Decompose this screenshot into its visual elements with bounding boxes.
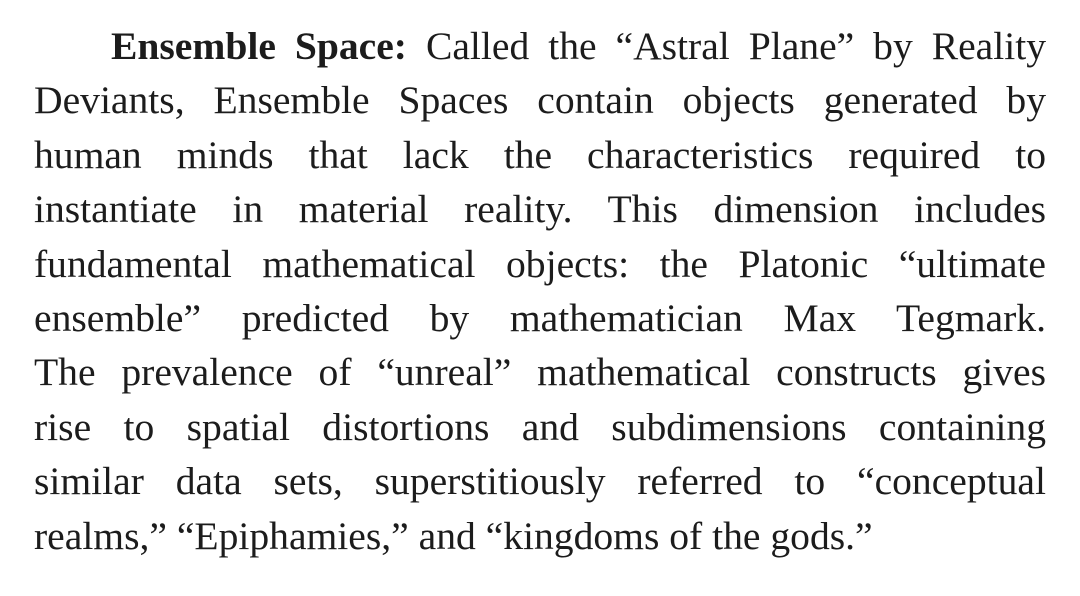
entry-line-1-text: Called the “Astral Plane” by Reality [425,24,1046,68]
text-line-6: ensemble” predicted by mathematician Max Tegmark. [34,295,1046,340]
entry-term: Ensemble Space: [111,24,407,68]
glossary-entry-paragraph [34,19,1046,563]
text-line-1 [34,19,1046,73]
text-line-7: The prevalence of “unreal” mathematical constructs gives [34,350,1046,395]
text-line-2: Deviants, Ensemble Spaces contain objects generated by [34,78,1046,123]
text-line-3: human minds that lack the characteristics required to [34,132,1046,177]
text-line-10: realms,” “Epiphamies,” and “kingdoms of the gods.” [34,513,873,558]
text-line-9: similar data sets, superstitiously referred to “conceptual [34,459,1046,504]
text-line-5: fundamental mathematical objects: the Platonic “ultimate [34,241,1046,286]
text-line-8: rise to spatial distortions and subdimensions containing [34,404,1046,449]
text-line-4: instantiate in material reality. This dimension includes [34,187,1046,232]
